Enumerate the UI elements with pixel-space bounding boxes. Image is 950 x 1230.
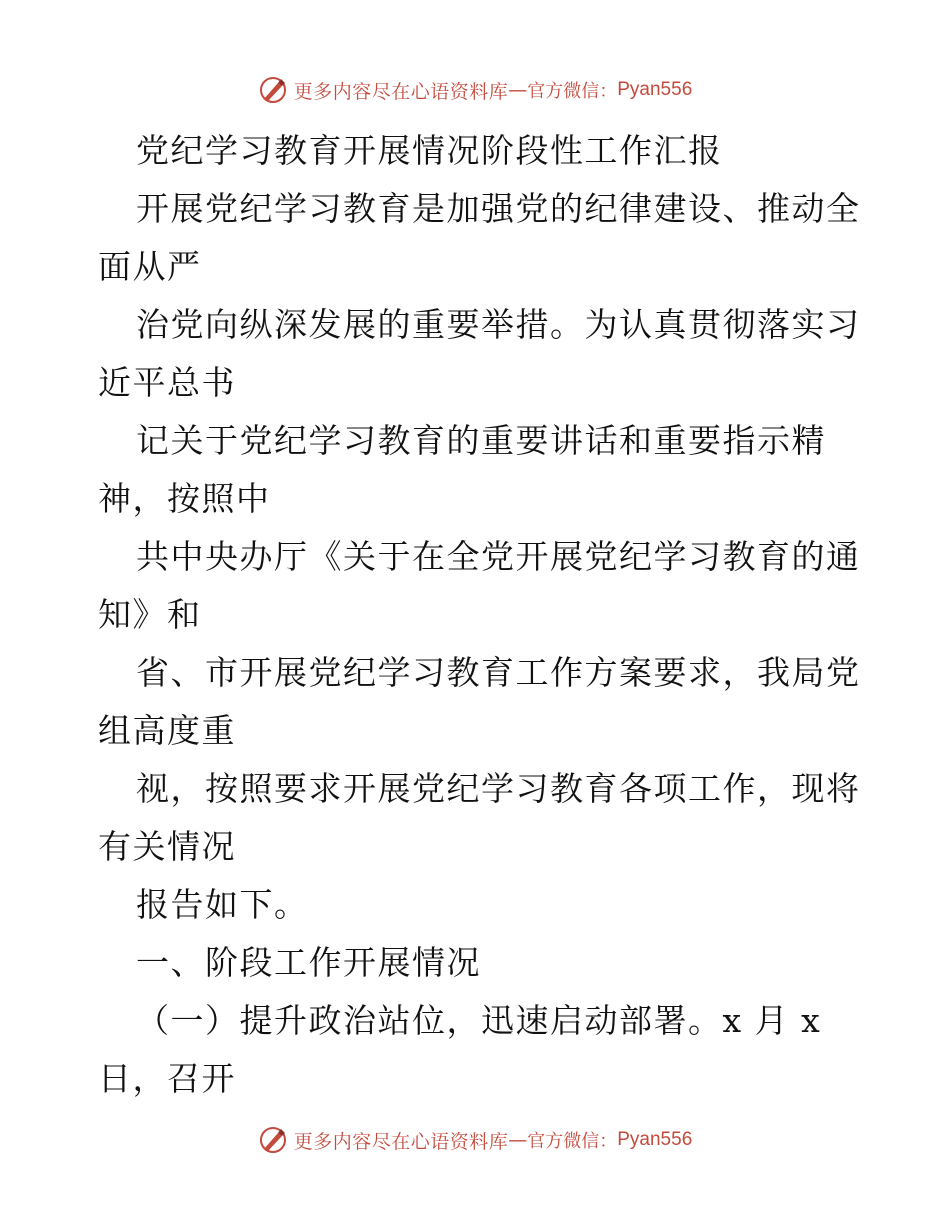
paragraph-line: 有关情况 (98, 827, 236, 866)
paragraph-line: 共中央办厅《关于在全党开展党纪学习教育的通 (136, 537, 861, 576)
paragraph-line: 开展党纪学习教育是加强党的纪律建设、推动全 (136, 189, 861, 228)
subsection-heading: （一）提升政治站位，迅速启动部署。x 月 x (136, 1001, 822, 1040)
pen-logo-icon (258, 75, 288, 105)
banner-wechat-id: Pyan556 (617, 79, 693, 100)
paragraph-line: 省、市开展党纪学习教育工作方案要求，我局党 (136, 653, 861, 692)
paragraph-line: 知》和 (98, 595, 202, 634)
footer-watermark-banner (0, 1120, 950, 1160)
paragraph-line: 神，按照中 (98, 479, 271, 518)
paragraph-line: 视，按照要求开展党纪学习教育各项工作，现将 (136, 769, 861, 808)
paragraph-line: 组高度重 (98, 711, 236, 750)
banner-separator: — (508, 79, 528, 101)
document-body (98, 122, 861, 1108)
paragraph-line: 治党向纵深发展的重要举措。为认真贯彻落实习 (136, 305, 861, 344)
banner-wechat-id: Pyan556 (617, 1129, 693, 1150)
banner-wechat-label: 官方微信： (527, 81, 618, 102)
paragraph-line: 近平总书 (98, 363, 236, 402)
paragraph-line: 日，召开 (98, 1059, 236, 1098)
section-heading: 一、阶段工作开展情况 (136, 943, 481, 982)
banner-separator: — (508, 1129, 528, 1151)
header-watermark-banner (0, 70, 950, 110)
paragraph-line: 报告如下。 (136, 885, 309, 924)
paragraph-line: 面从严 (98, 247, 202, 286)
document-title: 党纪学习教育开展情况阶段性工作汇报 (136, 131, 723, 170)
banner-text: 更多内容尽在心语资料库 (293, 80, 509, 103)
pen-logo-icon (258, 1125, 288, 1155)
banner-text: 更多内容尽在心语资料库 (293, 1130, 509, 1153)
paragraph-line: 记关于党纪学习教育的重要讲话和重要指示精 (136, 421, 826, 460)
banner-wechat-label: 官方微信： (527, 1131, 618, 1152)
